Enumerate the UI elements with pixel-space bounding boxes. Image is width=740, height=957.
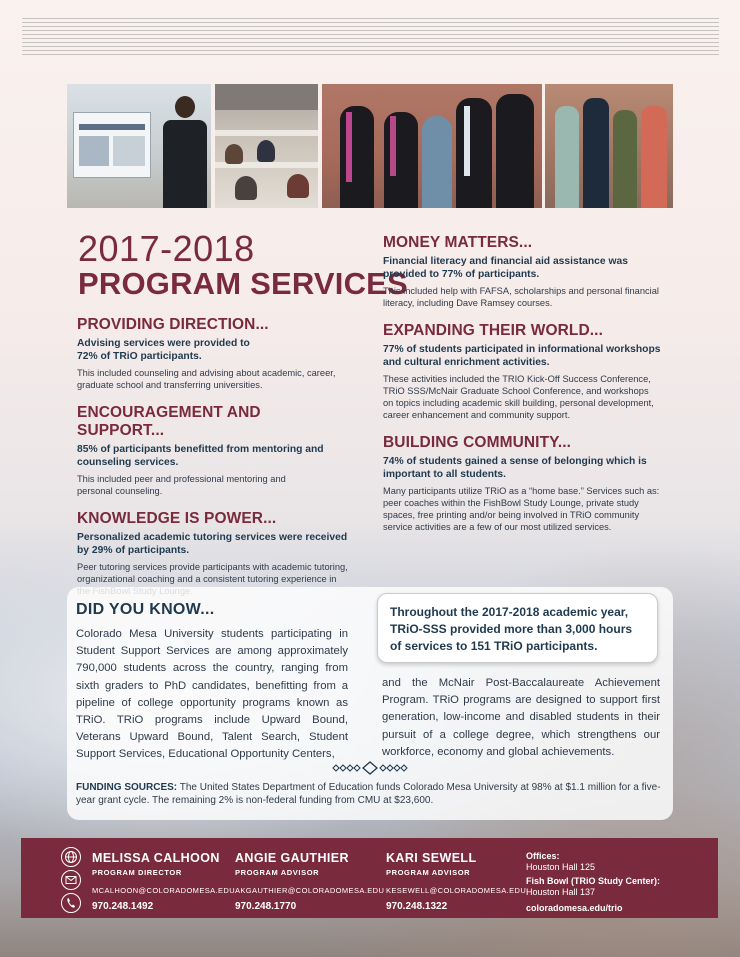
left-column xyxy=(77,316,349,610)
right-column xyxy=(383,234,661,546)
contact-melissa-calhoon xyxy=(92,851,235,912)
section-lead: 77% of students participated in informational workshops and cultural enrichment activities. xyxy=(383,344,661,368)
section-body: This included help with FAFSA, scholarships and personal financial literacy, including Dave Ramsey courses. xyxy=(383,286,659,308)
section-body: This included counseling and advising about academic, career, graduate school and transferring universities. xyxy=(77,368,336,390)
did-you-know-title: DID YOU KNOW... xyxy=(76,601,215,618)
section-knowledge-is-power xyxy=(77,510,349,597)
photo-poster-presentation xyxy=(67,84,211,208)
contact-email[interactable]: MCALHOON@COLORADOMESA.EDU xyxy=(92,886,236,895)
offices-label: Offices: xyxy=(526,851,560,861)
photo-classroom xyxy=(215,84,318,208)
did-you-know-text-left: Colorado Mesa University students participating in Student Support Services are among approximately 790,000 students across the country, ranging from sixth graders to PhD candidates, benefitting from a pipeline of college opportunity programs known as TRiO. TRiO programs include Upward Bound, Veterans Upward Bound, Talent Search, Student Support Services, Educational Opportunity Centers, xyxy=(76,628,348,761)
website-link[interactable]: coloradomesa.edu/trio xyxy=(526,903,623,913)
contact-footer xyxy=(21,838,718,918)
phone-icon xyxy=(61,893,81,913)
contact-role: PROGRAM ADVISOR xyxy=(235,868,320,877)
contact-role: PROGRAM ADVISOR xyxy=(386,868,471,877)
contact-angie-gauthier xyxy=(235,851,384,912)
contact-email[interactable]: KESEWELL@COLORADOMESA.EDU xyxy=(386,886,527,895)
section-title: MONEY MATTERS... xyxy=(383,234,533,251)
section-body: Peer tutoring services provide participants with academic tutoring, organizational coaching and a consistent tutoring experience in xyxy=(77,562,348,584)
fishbowl-label: Fish Bowl (TRiO Study Center): xyxy=(526,876,660,886)
header-stripes xyxy=(22,18,719,56)
section-lead: 85% of participants benefitted from mentoring and counseling services. xyxy=(77,444,324,468)
section-title: EXPANDING THEIR WORLD... xyxy=(383,322,603,339)
section-body: These activities included the TRIO Kick-Off Success Conference, TRiO SSS/McNair Graduate School Conference, and workshops on topics including academic skill building, personal development, career enhancement and community support. xyxy=(383,374,654,420)
funding-label: FUNDING SOURCES: xyxy=(76,782,178,793)
section-title: BUILDING COMMUNITY... xyxy=(383,434,572,451)
contact-phone: 970.248.1770 xyxy=(235,901,297,912)
contact-name: ANGIE GAUTHIER xyxy=(235,851,349,865)
highlight-quote: Throughout the 2017-2018 academic year, TRiO-SSS provided more than 3,000 hours of services to 151 TRiO participants. xyxy=(377,593,658,663)
section-money-matters xyxy=(383,234,661,309)
section-expanding-world xyxy=(383,322,661,421)
photo-group xyxy=(545,84,673,208)
did-you-know-card xyxy=(67,587,673,820)
section-lead: Personalized academic tutoring services were received by 29% of participants. xyxy=(77,532,348,556)
photo-graduates xyxy=(322,84,542,208)
contact-name: MELISSA CALHOON xyxy=(92,851,220,865)
section-providing-direction xyxy=(77,316,349,391)
section-title: PROVIDING DIRECTION... xyxy=(77,316,269,333)
section-title: ENCOURAGEMENT AND SUPPORT... xyxy=(77,404,261,439)
did-you-know-text-right: and the McNair Post-Baccalaureate Achievement Program. TRiO programs are designed to support first generation, low-income and disabled students in their pursuit of a college degree, which strengthens our workforce, economy and global achievements. xyxy=(382,677,660,758)
mail-icon xyxy=(61,870,81,890)
diamond-divider-icon xyxy=(331,761,409,775)
contact-phone: 970.248.1492 xyxy=(92,901,154,912)
office-locations xyxy=(526,851,660,914)
section-title: KNOWLEDGE IS POWER... xyxy=(77,510,277,527)
contact-email[interactable]: AKGAUTHIER@COLORADOMESA.EDU xyxy=(235,886,385,895)
fishbowl-value: Houston Hall 137 xyxy=(526,887,596,897)
globe-icon xyxy=(61,847,81,867)
contact-kari-sewell xyxy=(386,851,526,912)
offices-value: Houston Hall 125 xyxy=(526,862,596,872)
section-encouragement-support xyxy=(77,404,349,497)
section-lead: Advising services were provided to 72% of TRiO participants. xyxy=(77,338,250,362)
contact-role: PROGRAM DIRECTOR xyxy=(92,868,182,877)
section-body: Many participants utilize TRiO as a “home base.” Services such as: peer coaches within the FishBowl Study Lounge, private study spaces, free printing and/or being involved in TRiO community service activities are a few of our most utilized services. xyxy=(383,486,660,532)
section-lead: 74% of students gained a sense of belonging which is important to all students. xyxy=(383,456,647,480)
page-title: PROGRAM SERVICES xyxy=(78,266,408,301)
section-lead: Financial literacy and financial aid assistance was provided to 77% of participants. xyxy=(383,256,628,280)
contact-name: KARI SEWELL xyxy=(386,851,477,865)
contact-phone: 970.248.1322 xyxy=(386,901,448,912)
funding-sources xyxy=(76,781,661,807)
heading-year: 2017-2018 xyxy=(78,228,255,269)
funding-text: The United States Department of Education funds Colorado Mesa University at 98% at $1.1 million for a five-year grant cycle. The remaining 2% is non-federal funding from CMU at $23,600. xyxy=(76,782,661,806)
section-building-community xyxy=(383,434,661,533)
section-body: This included peer and professional mentoring and personal counseling. xyxy=(77,474,286,496)
